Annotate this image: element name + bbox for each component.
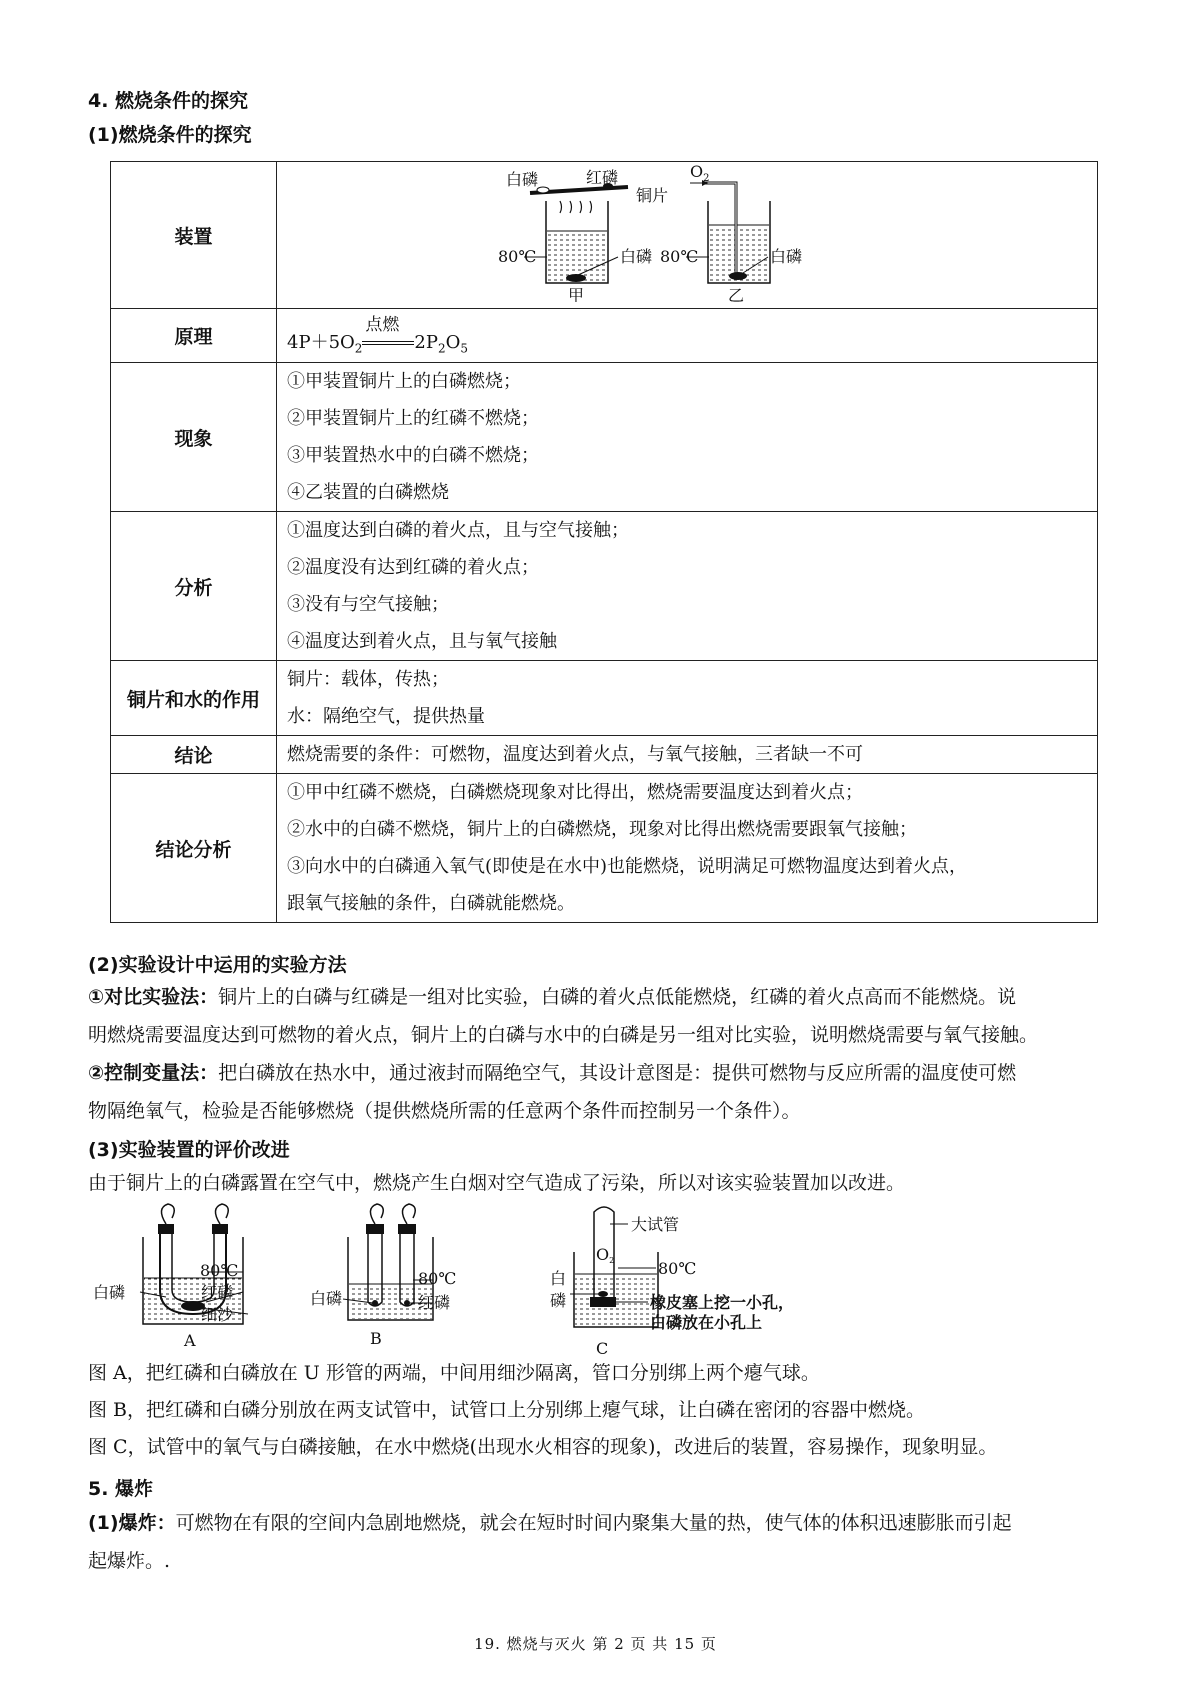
eq-left: 4P＋5O [287,331,355,353]
eq-condition: 点燃 [365,314,400,335]
eq-left-sub: 2 [354,341,363,356]
fig2-c-temp: 80℃ [658,1259,697,1278]
page-footer: 19. 燃烧与灭火 第 2 页 共 15 页 [474,1635,717,1653]
analysis-item: ①温度达到白磷的着火点，且与空气接触； [287,520,629,541]
fig2-b-white: 白磷 [310,1289,343,1308]
improve-intro: 由于铜片上的白磷露置在空气中，燃烧产生白烟对空气造成了污染，所以对该实验装置加以改进。 [88,1172,906,1194]
fig2-a-white: 白磷 [93,1283,126,1302]
phenomenon-label: 现象 [111,363,277,512]
beaker-jia [524,183,628,283]
analysis-item: ③没有与空气接触； [287,594,449,615]
section-5-title: 5. 爆炸 [88,1478,154,1500]
fig2-c-tube: 大试管 [631,1215,680,1234]
eq-right-sub2: 5 [460,341,469,356]
conclusion-analysis-item: ①甲中红磷不燃烧，白磷燃烧现象对比得出，燃烧需要温度达到着火点； [287,782,863,803]
explosion-text1: 可燃物在有限的空间内急剧地燃烧，就会在短时时间内聚集大量的热，使气体的体积迅速膨胀而引起 [175,1512,1012,1534]
fig2-a-temp: 80℃ [200,1261,239,1280]
conclusion-analysis-label: 结论分析 [111,774,277,923]
method1-paragraph [88,978,1118,1054]
improved-apparatus-figure [88,1202,908,1362]
fig2-a-label: A [184,1331,196,1350]
explosion-label: (1)爆炸： [88,1512,176,1534]
fig2-c-note1: 橡皮塞上挖一小孔， [650,1293,795,1312]
section-4-1-title: (1)燃烧条件的探究 [88,124,252,146]
section-4-title: 4. 燃烧条件的探究 [88,90,249,112]
conclusion-analysis-list [277,774,1098,923]
conclusion-line: 燃烧需要的条件：可燃物，温度达到着火点，与氧气接触，三者缺一不可 [287,744,863,765]
role-list [277,661,1098,736]
section-4-2-title: (2)实验设计中运用的实验方法 [88,954,347,976]
analysis-list [277,512,1098,661]
eq-right-o: O [445,331,461,353]
analysis-label: 分析 [111,512,277,661]
beaker-yi [686,180,770,283]
fig1-white-p: 白磷 [506,170,539,189]
eq-right: 2P [414,331,438,353]
fig2-c-o2: O2 [596,1245,615,1265]
analysis-item: ②温度没有达到红磷的着火点； [287,557,539,578]
fig2-c-white-2: 磷 [550,1291,567,1310]
principle-equation [277,309,1098,363]
role-label: 铜片和水的作用 [111,661,277,736]
device-label: 装置 [111,162,277,309]
eq-arrow [362,314,414,353]
method1-label: ①对比实验法： [88,986,219,1008]
row-principle [111,309,1098,363]
fig1-copper: 铜片 [636,186,669,205]
explosion-paragraph [88,1504,1118,1580]
eq-right-sub1: 2 [438,341,446,356]
principle-label: 原理 [111,309,277,363]
fig2-b-temp: 80℃ [418,1269,457,1288]
combustion-table [110,161,1098,923]
conclusion-analysis-item: ②水中的白磷不燃烧，铜片上的白磷燃烧，现象对比得出燃烧需要跟氧气接触； [287,819,917,840]
fig-b-desc: 图 B，把红磷和白磷分别放在两支试管中，试管口上分别绑上瘪气球，让白磷在密闭的容器中燃烧。 [88,1399,926,1421]
row-analysis [111,512,1098,661]
explosion-text2: 起爆炸。. [88,1550,171,1572]
fig2-a-red: 红磷 [201,1283,234,1302]
fig2-b-red: 红磷 [418,1293,451,1312]
conclusion-analysis-item: ③向水中的白磷通入氧气(即使是在水中)也能燃烧，说明满足可燃物温度达到着火点， [287,856,968,877]
conclusion-analysis-item: 跟氧气接触的条件，白磷就能燃烧。 [287,893,575,914]
fig1-white-p2: 白磷 [770,247,803,266]
fig2-b-label: B [370,1329,382,1348]
conclusion-label: 结论 [111,736,277,774]
row-conclusion [111,736,1098,774]
phenomenon-item: ②甲装置铜片上的红磷不燃烧； [287,408,539,429]
phenomenon-item: ④乙装置的白磷燃烧 [287,482,449,503]
method2-text1: 把白磷放在热水中，通过液封而隔绝空气，其设计意图是：提供可燃物与反应所需的温度使可燃 [218,1062,1017,1084]
row-phenomenon [111,363,1098,512]
method1-text2: 明燃烧需要温度达到可燃物的着火点，铜片上的白磷与水中的白磷是另一组对比实验，说明燃烧需要与氧气接触。 [88,1024,1039,1046]
fig2-c-label: C [596,1339,609,1358]
row-device [111,162,1098,309]
role-item: 铜片：载体，传热； [287,669,449,690]
fig1-temp2: 80℃ [660,247,699,266]
fig1-o2: $O_2$ [690,163,710,184]
method2-label: ②控制变量法： [88,1062,219,1084]
analysis-item: ④温度达到着火点，且与氧气接触 [287,631,557,652]
row-conclusion-analysis [111,774,1098,923]
fig2-c-note2: 白磷放在小孔上 [650,1313,763,1332]
fig1-temp: 80℃ [498,247,537,266]
fig2-a-sand: 细沙 [201,1305,234,1324]
method2-text2: 物隔绝氧气，检验是否能够燃烧（提供燃烧所需的任意两个条件而控制另一个条件）。 [88,1100,801,1122]
fig-c-desc: 图 C，试管中的氧气与白磷接触，在水中燃烧(出现水火相容的现象)，改进后的装置，容易操作，现象明显。 [88,1436,998,1458]
method1-text1: 铜片上的白磷与红磷是一组对比实验，白磷的着火点低能燃烧，红磷的着火点高而不能燃烧。说 [218,986,1017,1008]
fig1-white-p-water: 白磷 [620,247,653,266]
phenomenon-item: ③甲装置热水中的白磷不燃烧； [287,445,539,466]
phenomenon-list [277,363,1098,512]
fig2-c-white-1: 白 [550,1269,567,1288]
phenomenon-item: ①甲装置铜片上的白磷燃烧； [287,371,521,392]
role-item: 水：隔绝空气，提供热量 [287,706,485,727]
combustion-apparatus-figure [278,163,1096,302]
section-4-3-title: (3)实验装置的评价改进 [88,1139,290,1161]
conclusion-text [277,736,1098,774]
method2-paragraph [88,1054,1118,1130]
device-figure-cell [277,162,1098,309]
row-role [111,661,1098,736]
fig1-yi: 乙 [728,286,745,302]
fig1-red-p: 红磷 [586,168,619,187]
fig-a-desc: 图 A，把红磷和白磷放在 U 形管的两端，中间用细沙隔离，管口分别绑上两个瘪气球。 [88,1362,820,1384]
fig1-jia: 甲 [568,286,585,302]
